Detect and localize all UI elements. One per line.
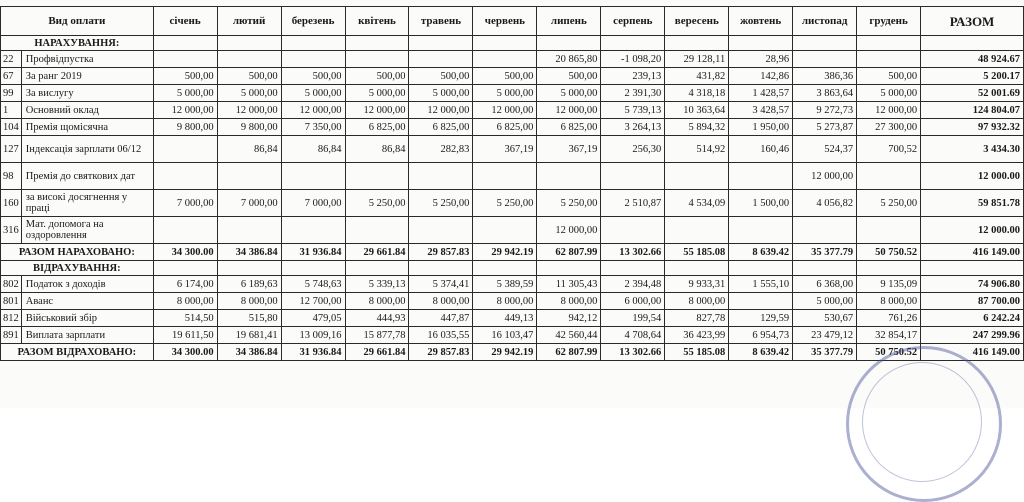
row-code: 891 <box>1 327 22 344</box>
cell-value: 5 748,63 <box>281 276 345 293</box>
cell-value <box>601 217 665 244</box>
cell-value: 12 000,00 <box>217 102 281 119</box>
payroll-table <box>0 6 1024 361</box>
cell-value: 1 428,57 <box>729 85 793 102</box>
cell-value: 12 000,00 <box>537 102 601 119</box>
header-month: жовтень <box>729 7 793 36</box>
row-name: Виплата зарплати <box>21 327 153 344</box>
cell-value: 9 800,00 <box>217 119 281 136</box>
cell-value: 386,36 <box>793 68 857 85</box>
sum-value: 8 639.42 <box>729 244 793 261</box>
row-name: Премія до святкових дат <box>21 163 153 190</box>
cell-value: 1 950,00 <box>729 119 793 136</box>
cell-value: 12 000,00 <box>857 102 921 119</box>
cell-value: 500,00 <box>281 68 345 85</box>
cell-value: 431,82 <box>665 68 729 85</box>
sum-value: 31 936.84 <box>281 344 345 361</box>
header-month: травень <box>409 7 473 36</box>
cell-value: 5 000,00 <box>409 85 473 102</box>
cell-value: 3 428,57 <box>729 102 793 119</box>
cell-value: 5 273,87 <box>793 119 857 136</box>
cell-value: 1 500,00 <box>729 190 793 217</box>
table-row <box>1 327 1024 344</box>
cell-value: 6 825,00 <box>409 119 473 136</box>
cell-value: 20 865,80 <box>537 51 601 68</box>
table-body <box>1 36 1024 361</box>
cell-value: 160,46 <box>729 136 793 163</box>
cell-value: 12 000,00 <box>793 163 857 190</box>
sum-value: 50 750.52 <box>857 244 921 261</box>
cell-value: 5 000,00 <box>857 85 921 102</box>
cell-value: 5 374,41 <box>409 276 473 293</box>
header-month: лютий <box>217 7 281 36</box>
cell-value: 4 318,18 <box>665 85 729 102</box>
cell-value: 514,50 <box>153 310 217 327</box>
sum-value: 55 185.08 <box>665 244 729 261</box>
cell-value <box>345 163 409 190</box>
cell-value: 367,19 <box>473 136 537 163</box>
cell-value: 27 300,00 <box>857 119 921 136</box>
table-row <box>1 163 1024 190</box>
sum-value: 35 377.79 <box>793 244 857 261</box>
cell-value: 1 555,10 <box>729 276 793 293</box>
cell-value: 10 363,64 <box>665 102 729 119</box>
cell-value <box>793 217 857 244</box>
empty-cell <box>281 261 345 276</box>
row-code: 812 <box>1 310 22 327</box>
header-month: серпень <box>601 7 665 36</box>
empty-cell <box>409 36 473 51</box>
cell-value: 6 954,73 <box>729 327 793 344</box>
section-accruals <box>1 36 1024 51</box>
cell-value: 514,92 <box>665 136 729 163</box>
cell-value: 5 339,13 <box>345 276 409 293</box>
cell-value: 42 560,44 <box>537 327 601 344</box>
stamp-seal-inner <box>862 362 982 482</box>
cell-value: 5 000,00 <box>473 85 537 102</box>
table-row <box>1 102 1024 119</box>
header-month: листопад <box>793 7 857 36</box>
row-name: Індексація зарплати 06/12 <box>21 136 153 163</box>
header-month: березень <box>281 7 345 36</box>
cell-value: 256,30 <box>601 136 665 163</box>
cell-value <box>473 163 537 190</box>
cell-value: 2 394,48 <box>601 276 665 293</box>
sum-total: 416 149.00 <box>921 244 1024 261</box>
sum-value: 13 302.66 <box>601 344 665 361</box>
row-total: 87 700.00 <box>921 293 1024 310</box>
cell-value: -1 098,20 <box>601 51 665 68</box>
table-row <box>1 51 1024 68</box>
row-code: 22 <box>1 51 22 68</box>
cell-value <box>281 51 345 68</box>
cell-value <box>153 163 217 190</box>
table-row <box>1 119 1024 136</box>
section-title: ВІДРАХУВАННЯ: <box>1 261 154 276</box>
cell-value <box>729 163 793 190</box>
cell-value <box>857 217 921 244</box>
cell-value: 8 000,00 <box>217 293 281 310</box>
empty-cell <box>665 261 729 276</box>
sum-value: 34 300.00 <box>153 244 217 261</box>
sum-value: 29 942.19 <box>473 344 537 361</box>
empty-cell <box>729 36 793 51</box>
cell-value: 6 174,00 <box>153 276 217 293</box>
section-deductions <box>1 261 1024 276</box>
row-name: Аванс <box>21 293 153 310</box>
cell-value: 700,52 <box>857 136 921 163</box>
row-total: 5 200.17 <box>921 68 1024 85</box>
empty-cell <box>921 36 1024 51</box>
cell-value: 8 000,00 <box>345 293 409 310</box>
cell-value: 282,83 <box>409 136 473 163</box>
cell-value: 8 000,00 <box>473 293 537 310</box>
empty-cell <box>921 261 1024 276</box>
row-total: 52 001.69 <box>921 85 1024 102</box>
sum-total: 416 149.00 <box>921 344 1024 361</box>
cell-value: 500,00 <box>217 68 281 85</box>
row-code: 1 <box>1 102 22 119</box>
row-name: Премія щомісячна <box>21 119 153 136</box>
cell-value: 5 250,00 <box>473 190 537 217</box>
row-code: 802 <box>1 276 22 293</box>
cell-value: 86,84 <box>345 136 409 163</box>
cell-value <box>345 51 409 68</box>
sum-value: 34 386.84 <box>217 244 281 261</box>
cell-value: 761,26 <box>857 310 921 327</box>
row-code: 127 <box>1 136 22 163</box>
cell-value: 12 000,00 <box>409 102 473 119</box>
cell-value: 5 000,00 <box>281 85 345 102</box>
sum-label: РАЗОМ НАРАХОВАНО: <box>1 244 154 261</box>
cell-value: 500,00 <box>153 68 217 85</box>
cell-value: 9 272,73 <box>793 102 857 119</box>
cell-value: 86,84 <box>217 136 281 163</box>
sum-value: 34 300.00 <box>153 344 217 361</box>
row-name: За ранг 2019 <box>21 68 153 85</box>
deduction-sum-row <box>1 344 1024 361</box>
cell-value: 6 189,63 <box>217 276 281 293</box>
cell-value: 7 000,00 <box>281 190 345 217</box>
cell-value: 500,00 <box>473 68 537 85</box>
empty-cell <box>473 36 537 51</box>
cell-value <box>793 51 857 68</box>
cell-value: 28,96 <box>729 51 793 68</box>
sum-value: 31 936.84 <box>281 244 345 261</box>
empty-cell <box>601 36 665 51</box>
cell-value: 129,59 <box>729 310 793 327</box>
cell-value: 6 000,00 <box>601 293 665 310</box>
row-total: 59 851.78 <box>921 190 1024 217</box>
cell-value <box>217 217 281 244</box>
row-total: 6 242.24 <box>921 310 1024 327</box>
cell-value: 2 391,30 <box>601 85 665 102</box>
empty-cell <box>345 261 409 276</box>
empty-cell <box>729 261 793 276</box>
cell-value: 500,00 <box>409 68 473 85</box>
cell-value: 5 389,59 <box>473 276 537 293</box>
empty-cell <box>281 36 345 51</box>
row-name: за високі досягнення у праці <box>21 190 153 217</box>
cell-value: 942,12 <box>537 310 601 327</box>
cell-value <box>857 163 921 190</box>
cell-value: 6 368,00 <box>793 276 857 293</box>
cell-value <box>217 163 281 190</box>
cell-value: 4 056,82 <box>793 190 857 217</box>
cell-value: 5 000,00 <box>537 85 601 102</box>
header-month: квітень <box>345 7 409 36</box>
cell-value: 12 700,00 <box>281 293 345 310</box>
cell-value <box>281 163 345 190</box>
cell-value: 5 000,00 <box>793 293 857 310</box>
cell-value: 449,13 <box>473 310 537 327</box>
cell-value: 524,37 <box>793 136 857 163</box>
header-month: липень <box>537 7 601 36</box>
cell-value: 2 510,87 <box>601 190 665 217</box>
row-total: 124 804.07 <box>921 102 1024 119</box>
cell-value <box>217 51 281 68</box>
cell-value: 5 250,00 <box>409 190 473 217</box>
row-name: Основний оклад <box>21 102 153 119</box>
empty-cell <box>409 261 473 276</box>
empty-cell <box>537 261 601 276</box>
cell-value: 86,84 <box>281 136 345 163</box>
cell-value: 367,19 <box>537 136 601 163</box>
sum-value: 35 377.79 <box>793 344 857 361</box>
sum-value: 62 807.99 <box>537 344 601 361</box>
empty-cell <box>345 36 409 51</box>
cell-value <box>473 217 537 244</box>
cell-value: 6 825,00 <box>537 119 601 136</box>
cell-value: 6 825,00 <box>473 119 537 136</box>
cell-value: 500,00 <box>537 68 601 85</box>
sum-value: 50 750.52 <box>857 344 921 361</box>
table-row <box>1 136 1024 163</box>
cell-value <box>537 163 601 190</box>
sum-value: 55 185.08 <box>665 344 729 361</box>
row-code: 801 <box>1 293 22 310</box>
cell-value: 12 000,00 <box>537 217 601 244</box>
empty-cell <box>153 36 217 51</box>
accrual-sum-row <box>1 244 1024 261</box>
row-code: 104 <box>1 119 22 136</box>
row-code: 99 <box>1 85 22 102</box>
cell-value: 3 264,13 <box>601 119 665 136</box>
cell-value: 5 250,00 <box>857 190 921 217</box>
cell-value <box>281 217 345 244</box>
cell-value: 9 135,09 <box>857 276 921 293</box>
cell-value: 5 894,32 <box>665 119 729 136</box>
empty-cell <box>793 36 857 51</box>
sum-value: 29 661.84 <box>345 344 409 361</box>
cell-value <box>601 163 665 190</box>
sum-label: РАЗОМ ВІДРАХОВАНО: <box>1 344 154 361</box>
cell-value: 7 000,00 <box>153 190 217 217</box>
empty-cell <box>601 261 665 276</box>
cell-value: 29 128,11 <box>665 51 729 68</box>
sum-value: 29 857.83 <box>409 244 473 261</box>
cell-value: 8 000,00 <box>665 293 729 310</box>
cell-value: 8 000,00 <box>409 293 473 310</box>
table-row <box>1 190 1024 217</box>
cell-value: 8 000,00 <box>153 293 217 310</box>
cell-value: 5 739,13 <box>601 102 665 119</box>
cell-value: 4 708,64 <box>601 327 665 344</box>
cell-value: 239,13 <box>601 68 665 85</box>
empty-cell <box>473 261 537 276</box>
cell-value: 8 000,00 <box>537 293 601 310</box>
row-total: 48 924.67 <box>921 51 1024 68</box>
row-total: 3 434.30 <box>921 136 1024 163</box>
cell-value: 9 933,31 <box>665 276 729 293</box>
table-row <box>1 276 1024 293</box>
cell-value: 444,93 <box>345 310 409 327</box>
header-total: РАЗОМ <box>921 7 1024 36</box>
cell-value: 19 681,41 <box>217 327 281 344</box>
empty-cell <box>857 36 921 51</box>
row-code: 316 <box>1 217 22 244</box>
cell-value <box>729 217 793 244</box>
cell-value: 9 800,00 <box>153 119 217 136</box>
row-total: 247 299.96 <box>921 327 1024 344</box>
table-row <box>1 85 1024 102</box>
cell-value <box>473 51 537 68</box>
cell-value: 8 000,00 <box>857 293 921 310</box>
sum-value: 62 807.99 <box>537 244 601 261</box>
cell-value: 500,00 <box>857 68 921 85</box>
header-payment-type: Вид оплати <box>1 7 154 36</box>
cell-value: 11 305,43 <box>537 276 601 293</box>
row-code: 160 <box>1 190 22 217</box>
cell-value <box>153 217 217 244</box>
cell-value <box>665 163 729 190</box>
header-month: червень <box>473 7 537 36</box>
empty-cell <box>665 36 729 51</box>
row-name: Військовий збір <box>21 310 153 327</box>
cell-value: 199,54 <box>601 310 665 327</box>
cell-value: 5 250,00 <box>345 190 409 217</box>
cell-value: 12 000,00 <box>345 102 409 119</box>
row-total: 74 906.80 <box>921 276 1024 293</box>
empty-cell <box>857 261 921 276</box>
sum-value: 29 857.83 <box>409 344 473 361</box>
empty-cell <box>793 261 857 276</box>
cell-value: 36 423,99 <box>665 327 729 344</box>
cell-value: 16 103,47 <box>473 327 537 344</box>
cell-value: 16 035,55 <box>409 327 473 344</box>
cell-value: 5 000,00 <box>217 85 281 102</box>
sum-value: 8 639.42 <box>729 344 793 361</box>
cell-value: 6 825,00 <box>345 119 409 136</box>
header-row <box>1 7 1024 36</box>
row-code: 98 <box>1 163 22 190</box>
table-row <box>1 217 1024 244</box>
cell-value: 7 350,00 <box>281 119 345 136</box>
cell-value: 5 250,00 <box>537 190 601 217</box>
cell-value: 142,86 <box>729 68 793 85</box>
sum-value: 29 942.19 <box>473 244 537 261</box>
row-total: 97 932.32 <box>921 119 1024 136</box>
sum-value: 34 386.84 <box>217 344 281 361</box>
cell-value <box>857 51 921 68</box>
cell-value <box>729 293 793 310</box>
cell-value <box>153 51 217 68</box>
empty-cell <box>217 261 281 276</box>
row-name: Мат. допомога на оздоровлення <box>21 217 153 244</box>
row-code: 67 <box>1 68 22 85</box>
cell-value: 12 000,00 <box>473 102 537 119</box>
row-name: Податок з доходів <box>21 276 153 293</box>
header-month: січень <box>153 7 217 36</box>
table-row <box>1 68 1024 85</box>
empty-cell <box>217 36 281 51</box>
cell-value: 5 000,00 <box>153 85 217 102</box>
cell-value: 32 854,17 <box>857 327 921 344</box>
header-month: вересень <box>665 7 729 36</box>
table-row <box>1 310 1024 327</box>
cell-value: 515,80 <box>217 310 281 327</box>
cell-value: 530,67 <box>793 310 857 327</box>
row-total: 12 000.00 <box>921 217 1024 244</box>
row-name: Профвідпустка <box>21 51 153 68</box>
cell-value: 3 863,64 <box>793 85 857 102</box>
cell-value: 13 009,16 <box>281 327 345 344</box>
cell-value: 12 000,00 <box>281 102 345 119</box>
empty-cell <box>537 36 601 51</box>
section-title: НАРАХУВАННЯ: <box>1 36 154 51</box>
cell-value: 479,05 <box>281 310 345 327</box>
table-row <box>1 293 1024 310</box>
row-total: 12 000.00 <box>921 163 1024 190</box>
sum-value: 29 661.84 <box>345 244 409 261</box>
header-month: грудень <box>857 7 921 36</box>
cell-value: 7 000,00 <box>217 190 281 217</box>
cell-value <box>153 136 217 163</box>
cell-value <box>409 217 473 244</box>
cell-value <box>345 217 409 244</box>
row-name: За вислугу <box>21 85 153 102</box>
cell-value: 827,78 <box>665 310 729 327</box>
cell-value: 500,00 <box>345 68 409 85</box>
cell-value: 19 611,50 <box>153 327 217 344</box>
cell-value: 15 877,78 <box>345 327 409 344</box>
cell-value: 4 534,09 <box>665 190 729 217</box>
cell-value <box>665 217 729 244</box>
cell-value: 447,87 <box>409 310 473 327</box>
cell-value: 12 000,00 <box>153 102 217 119</box>
cell-value <box>409 163 473 190</box>
cell-value: 23 479,12 <box>793 327 857 344</box>
cell-value: 5 000,00 <box>345 85 409 102</box>
empty-cell <box>153 261 217 276</box>
sum-value: 13 302.66 <box>601 244 665 261</box>
cell-value <box>409 51 473 68</box>
